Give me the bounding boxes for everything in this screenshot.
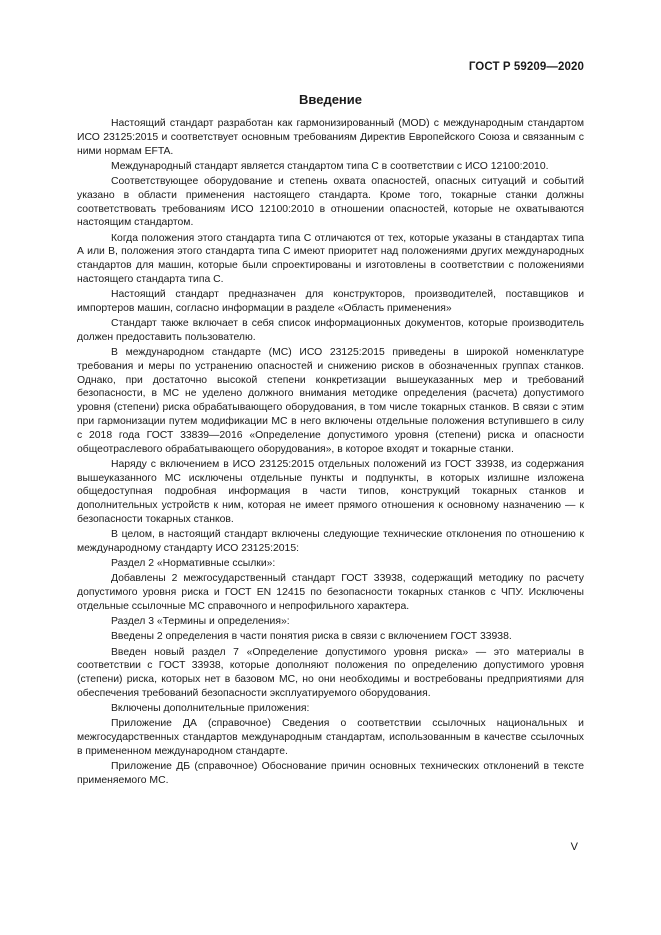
body-text	[77, 117, 584, 789]
paragraph: Наряду с включением в ИСО 23125:2015 отдельных положений из ГОСТ 33938, из содержания вышеуказанного МС исключены отдельные пункты и подпункты, в которых излишне изложена общедоступная подробная информация в части типов, конструкций токарных станков и дополнительных устройств к ним, которая не имеет прямого отношения к основному назначению — к безопасности токарных станков.	[77, 458, 584, 526]
page-number: V	[570, 841, 578, 853]
paragraph: Международный стандарт является стандартом типа С в соответствии с ИСО 12100:2010.	[111, 160, 549, 172]
paragraph: Настоящий стандарт предназначен для конструкторов, производителей, поставщиков и импортеров машин, согласно информации в разделе «Область применения»	[77, 289, 584, 314]
paragraph: Раздел 2 «Нормативные ссылки»:	[111, 558, 276, 570]
paragraph: Соответствующее оборудование и степень охвата опасностей, опасных ситуаций и событий указано в области применения настоящего стандарта. Кроме того, токарные станки должны соответствовать требованиям ИСО 12100:2010 в отношении опасностей, которые не охватываются настоящим стандартом.	[77, 175, 584, 229]
paragraph: Введены 2 определения в части понятия риска в связи с включением ГОСТ 33938.	[111, 631, 512, 643]
paragraph: Включены дополнительные приложения:	[111, 703, 310, 715]
paragraph: Приложение ДА (справочное) Сведения о соответствии ссылочных национальных и межгосударственных стандартов международным стандартам, использованным в качестве ссылочных в примененном международном стандарте.	[77, 718, 584, 757]
paragraph: Стандарт также включает в себя список информационных документов, которые производитель должен предоставить пользователю.	[77, 318, 584, 343]
paragraph: Раздел 3 «Термины и определения»:	[111, 616, 290, 628]
document-header: ГОСТ Р 59209—2020	[468, 61, 584, 73]
paragraph: В целом, в настоящий стандарт включены следующие технические отклонения по отношению к международному стандарту ИСО 23125:2015:	[77, 529, 584, 555]
paragraph: Приложение ДБ (справочное) Обоснование причин основных технических отклонений в тексте применяемого МС.	[77, 761, 584, 786]
paragraph: Добавлены 2 межгосударственный стандарт ГОСТ 33938, содержащий методику по расчету допустимого уровня риска и ГОСТ EN 12415 по безопасности токарных станков с ЧПУ. Исключены отдельные ссылочные МС справочного и непрофильного характера.	[77, 573, 584, 612]
section-title: Введение	[299, 92, 362, 107]
paragraph: Настоящий стандарт разработан как гармонизированный (MOD) с международным стандартом ИСО 23125:2015 и соответствует основным требованиям Директив Европейского Союза и связанным с ними нормам EFTA.	[77, 118, 584, 157]
paragraph: Введен новый раздел 7 «Определение допустимого уровня риска» — это материалы в соответствии с ГОСТ 33938, которые дополняют положения по определению допустимого уровня (степени) риска, которых нет в базовом МС, но они необходимы и востребованы предприятиями для обеспечения требований безопасности эксплуатируемого оборудования.	[77, 646, 584, 699]
paragraph: В международном стандарте (МС) ИСО 23125:2015 приведены в широкой номенклатуре требования и меры по устранению опасностей и снижению рисков в обозначенных группах станков. Однако, при достаточно высокой степени конкретизации вышеуказанных мер и требований безопасности, в МС не уделено должного внимания методике определения (расчета) допустимого уровня (степени) риска обрабатывающего оборудования, в том числе токарных станков. В связи с этим при гармонизации путем модификации МС в него включены отдельные положения вступившего в силу с 2018 года ГОСТ 33839—2016 «Определение допустимого уровня (степени) риска и опасности общеотраслевого обрабатывающего оборудования», в которое входят и токарные станки.	[77, 347, 584, 455]
paragraph: Когда положения этого стандарта типа С отличаются от тех, которые указаны в стандартах типа А или В, положения этого стандарта типа С имеют приоритет над положениями других международных стандартов для машин, которые были спроектированы и изготовлены в соответствии с положениями настоящего стандарта типа С.	[77, 232, 584, 285]
